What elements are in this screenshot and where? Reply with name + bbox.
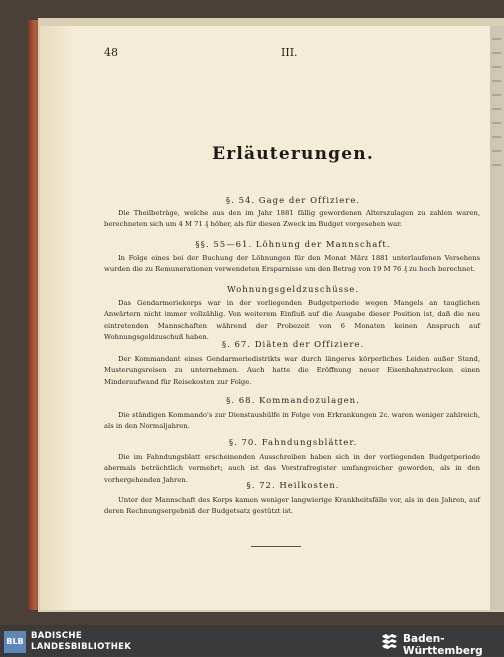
section-heading: Wohnungsgeldzuschüsse.	[226, 285, 360, 295]
state-name[interactable]: Baden-Württemberg	[403, 633, 483, 657]
library-name-line2: LANDESBIBLIOTHEK	[31, 642, 132, 652]
section-heading: §. 68. Kommandozulagen.	[226, 396, 360, 406]
section-number: III.	[281, 46, 298, 59]
page-gutter	[40, 26, 71, 610]
section-text: Die im Fahndungsblatt erscheinenden Ausschreiben haben sich in der vorliegenden Budgetperiode abermals beträchtlich vermehrt; auch ist das Vorstrafregister umfangreicher geworden, als in den vorhergehenden Jahren.	[104, 453, 480, 484]
next-page-edge	[490, 26, 504, 610]
page-number: 48	[104, 46, 118, 59]
section-text: Das Gendarmeriekorps war in der vorliegenden Budgetperiode wegen Mangels an tauglichen Anwärtern nicht immer vollzählig. Von weiterem Einfluß auf die Ausgabe dieser Position ist, daß die neu eintretenden Mannschaften während der Probezeit von 6 Monaten keinen Anspruch auf Wohnungsgeldzuschuß haben.	[104, 299, 480, 341]
section-text: Unter der Mannschaft des Korps kamen weniger langwierige Krankheitsfälle vor, als in den Jahren, auf deren Rechnungsergebniß der Budgetsatz gestützt ist.	[104, 496, 480, 516]
baden-wuerttemberg-lions-icon	[380, 631, 400, 651]
section-text: Die ständigen Kommando's zur Dienstaushülfe in Folge von Erkrankungen 2c. waren weniger zahlreich, als in den Normaljahren.	[104, 411, 480, 431]
section-text: In Folge eines bei der Buchung der Löhnungen für den Monat März 1881 unterlaufenen Versehens wurden die zu Remunerationen verwendeten Ersparnisse um den Betrag von 19 M 76 ₰ zu hoch berechnet.	[104, 254, 480, 274]
section-heading: §. 67. Diäten der Offiziere.	[221, 340, 365, 350]
section-heading: §. 72. Heilkosten.	[246, 481, 340, 491]
page-title: Erläuterungen.	[212, 144, 374, 164]
library-name-line1: BADISCHE	[31, 631, 82, 641]
closing-rule	[251, 546, 301, 547]
section-heading: §. 54. Gage der Offiziere.	[225, 196, 361, 206]
blb-logo-icon[interactable]: BLB	[4, 631, 26, 653]
section-heading: §. 70. Fahndungsblätter.	[228, 438, 358, 448]
section-text: Der Kommandant eines Gendarmeriedistrikts war durch längeres körperliches Leiden außer Stand, Musterungsreisen zu unternehmen. Auch hatte die Eröffnung neuer Eisenbahnstrecken einen Minderaufwand für Reisekosten zur Folge.	[104, 355, 480, 386]
section-heading: §§. 55—61. Löhnung der Mannschaft.	[195, 240, 391, 250]
section-text: Die Theilbeträge, welche aus den im Jahr 1881 fällig gewordenen Alterszulagen zu zahlen waren, berechneten sich um 4 M 71 ₰ höher, als für diesen Zweck im Budget vorgesehen war.	[104, 209, 480, 229]
